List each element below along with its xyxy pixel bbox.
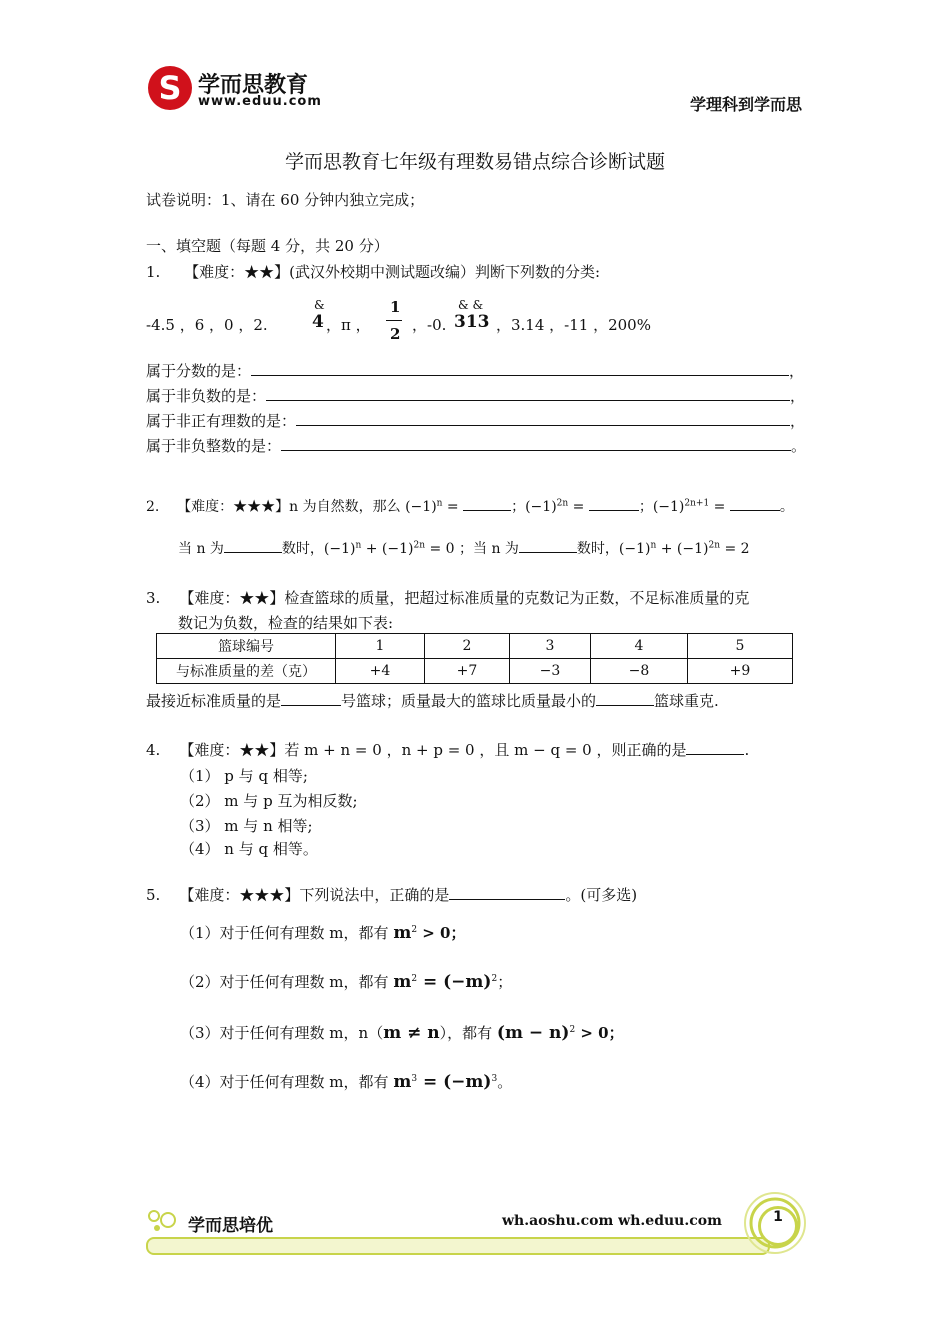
section-heading: 一、填空题（每题 4 分，共 20 分） — [146, 237, 389, 255]
answer-blank[interactable] — [281, 436, 791, 451]
question-2-line-2: 当 n 为 数时，$(-1)^n + (-1)^{2n} = 0$ ；当 n 为 数时，$(-1)^n + (-1)^{2n} = 2$ — [178, 538, 750, 558]
pi-text: ，π ， — [326, 316, 371, 334]
footer-urls: wh.aoshu.com wh.eduu.com — [502, 1213, 722, 1229]
category-nonnegative-integer: 属于非负整数的是： 。 — [146, 437, 807, 455]
answer-blank[interactable] — [266, 386, 790, 401]
footer-brand: 学而思培优 — [188, 1216, 273, 1236]
question-number: 1. — [146, 263, 161, 281]
question-5-heading: 5. 【难度：★★★】下列说法中，正确的是 。(可多选) — [146, 886, 638, 904]
number-list-a: -4.5 ，6 ，0 ，2. — [146, 316, 268, 334]
answer-blank[interactable] — [596, 691, 654, 706]
question-4-heading: 4. 【难度：★★】若 m + n = 0 ，n + p = 0 ，且 m − q = 0 ，则正确的是 . — [146, 741, 750, 759]
question-2-line-1: 2. 【难度：★★★】n 为自然数，那么 $(-1)^n$ = ；$(-1)^{2n}$ = ；$(-1)^{2n+1}$ = 。 — [146, 496, 794, 516]
logo — [148, 66, 348, 116]
fraction-denominator: 2 — [390, 325, 401, 343]
answer-blank[interactable] — [589, 496, 639, 511]
category-nonpositive: 属于非正有理数的是： ， — [146, 412, 806, 430]
question-3-line-2: 数记为负数，检查的结果如下表: — [178, 614, 394, 632]
logo-s-icon: S — [148, 66, 192, 110]
question-3-line-1: 3. 【难度：★★】检查篮球的质量，把超过标准质量的克数记为正数，不足标准质量的克 — [146, 589, 750, 607]
repeat-digit: 4 — [312, 312, 324, 332]
number-list-c: ，3.14 ，-11 ，200% — [496, 316, 651, 334]
option-item: （4） n 与 q 相等。 — [180, 840, 318, 858]
question-1-heading — [146, 261, 600, 282]
header-slogan: 学理科到学而思 — [689, 95, 802, 114]
logo-url: www.eduu.com — [198, 94, 322, 109]
answer-blank[interactable] — [449, 885, 565, 900]
question-3-answer-line: 最接近标准质量的是 号篮球；质量最大的篮球比质量最小的 篮球重克. — [146, 692, 719, 710]
repeat-dot-mark: & — [314, 298, 325, 312]
page-number: 1 — [758, 1206, 798, 1246]
answer-blank[interactable] — [296, 411, 790, 426]
option-item: （1） p 与 q 相等; — [180, 767, 308, 785]
answer-blank[interactable] — [463, 496, 511, 511]
category-fraction: 属于分数的是： ， — [146, 362, 805, 380]
answer-blank[interactable] — [251, 361, 789, 376]
option-item: （3） m 与 n 相等; — [180, 817, 313, 835]
repeat-digits: 313 — [454, 312, 490, 332]
number-list-b: ，-0. — [412, 316, 447, 334]
page-title: 学而思教育七年级有理数易错点综合诊断试题 — [284, 151, 665, 173]
fraction-numerator: 1 — [390, 298, 401, 316]
answer-blank[interactable] — [519, 538, 577, 553]
question-text: 【难度：★★】(武汉外校期中测试题改编）判断下列数的分类: — [184, 263, 601, 281]
answer-blank[interactable] — [281, 691, 341, 706]
table-header-row: 篮球编号 1 2 3 4 5 — [157, 634, 793, 659]
logo-text: 学而思教育 — [198, 73, 309, 98]
answer-blank[interactable] — [686, 740, 744, 755]
option-item: （2） m 与 p 互为相反数; — [180, 792, 358, 810]
instructions: 试卷说明：1、请在 60 分钟内独立完成； — [146, 191, 425, 209]
option-item: （2）对于任何有理数 m，都有 $m^2 = (-m)^2$； — [180, 972, 513, 992]
answer-blank[interactable] — [224, 538, 282, 553]
option-item: （3）对于任何有理数 m，n（m ≠ n），都有 $(m - n)^2 > 0$； — [180, 1023, 624, 1043]
option-item: （1）对于任何有理数 m，都有 $m^2 > 0$； — [180, 923, 466, 943]
repeat-dot-marks: & & — [458, 298, 484, 312]
category-nonnegative: 属于非负数的是： ， — [146, 387, 806, 405]
footer-bar — [146, 1237, 770, 1255]
fraction-bar — [386, 320, 402, 321]
table-row: 与标准质量的差（克） +4 +7 −3 −8 +9 — [157, 659, 793, 684]
footer-bubbles-icon — [146, 1208, 182, 1234]
basketball-table — [156, 633, 793, 684]
answer-blank[interactable] — [730, 496, 780, 511]
option-item: （4）对于任何有理数 m，都有 $m^3 = (-m)^3$。 — [180, 1072, 513, 1092]
